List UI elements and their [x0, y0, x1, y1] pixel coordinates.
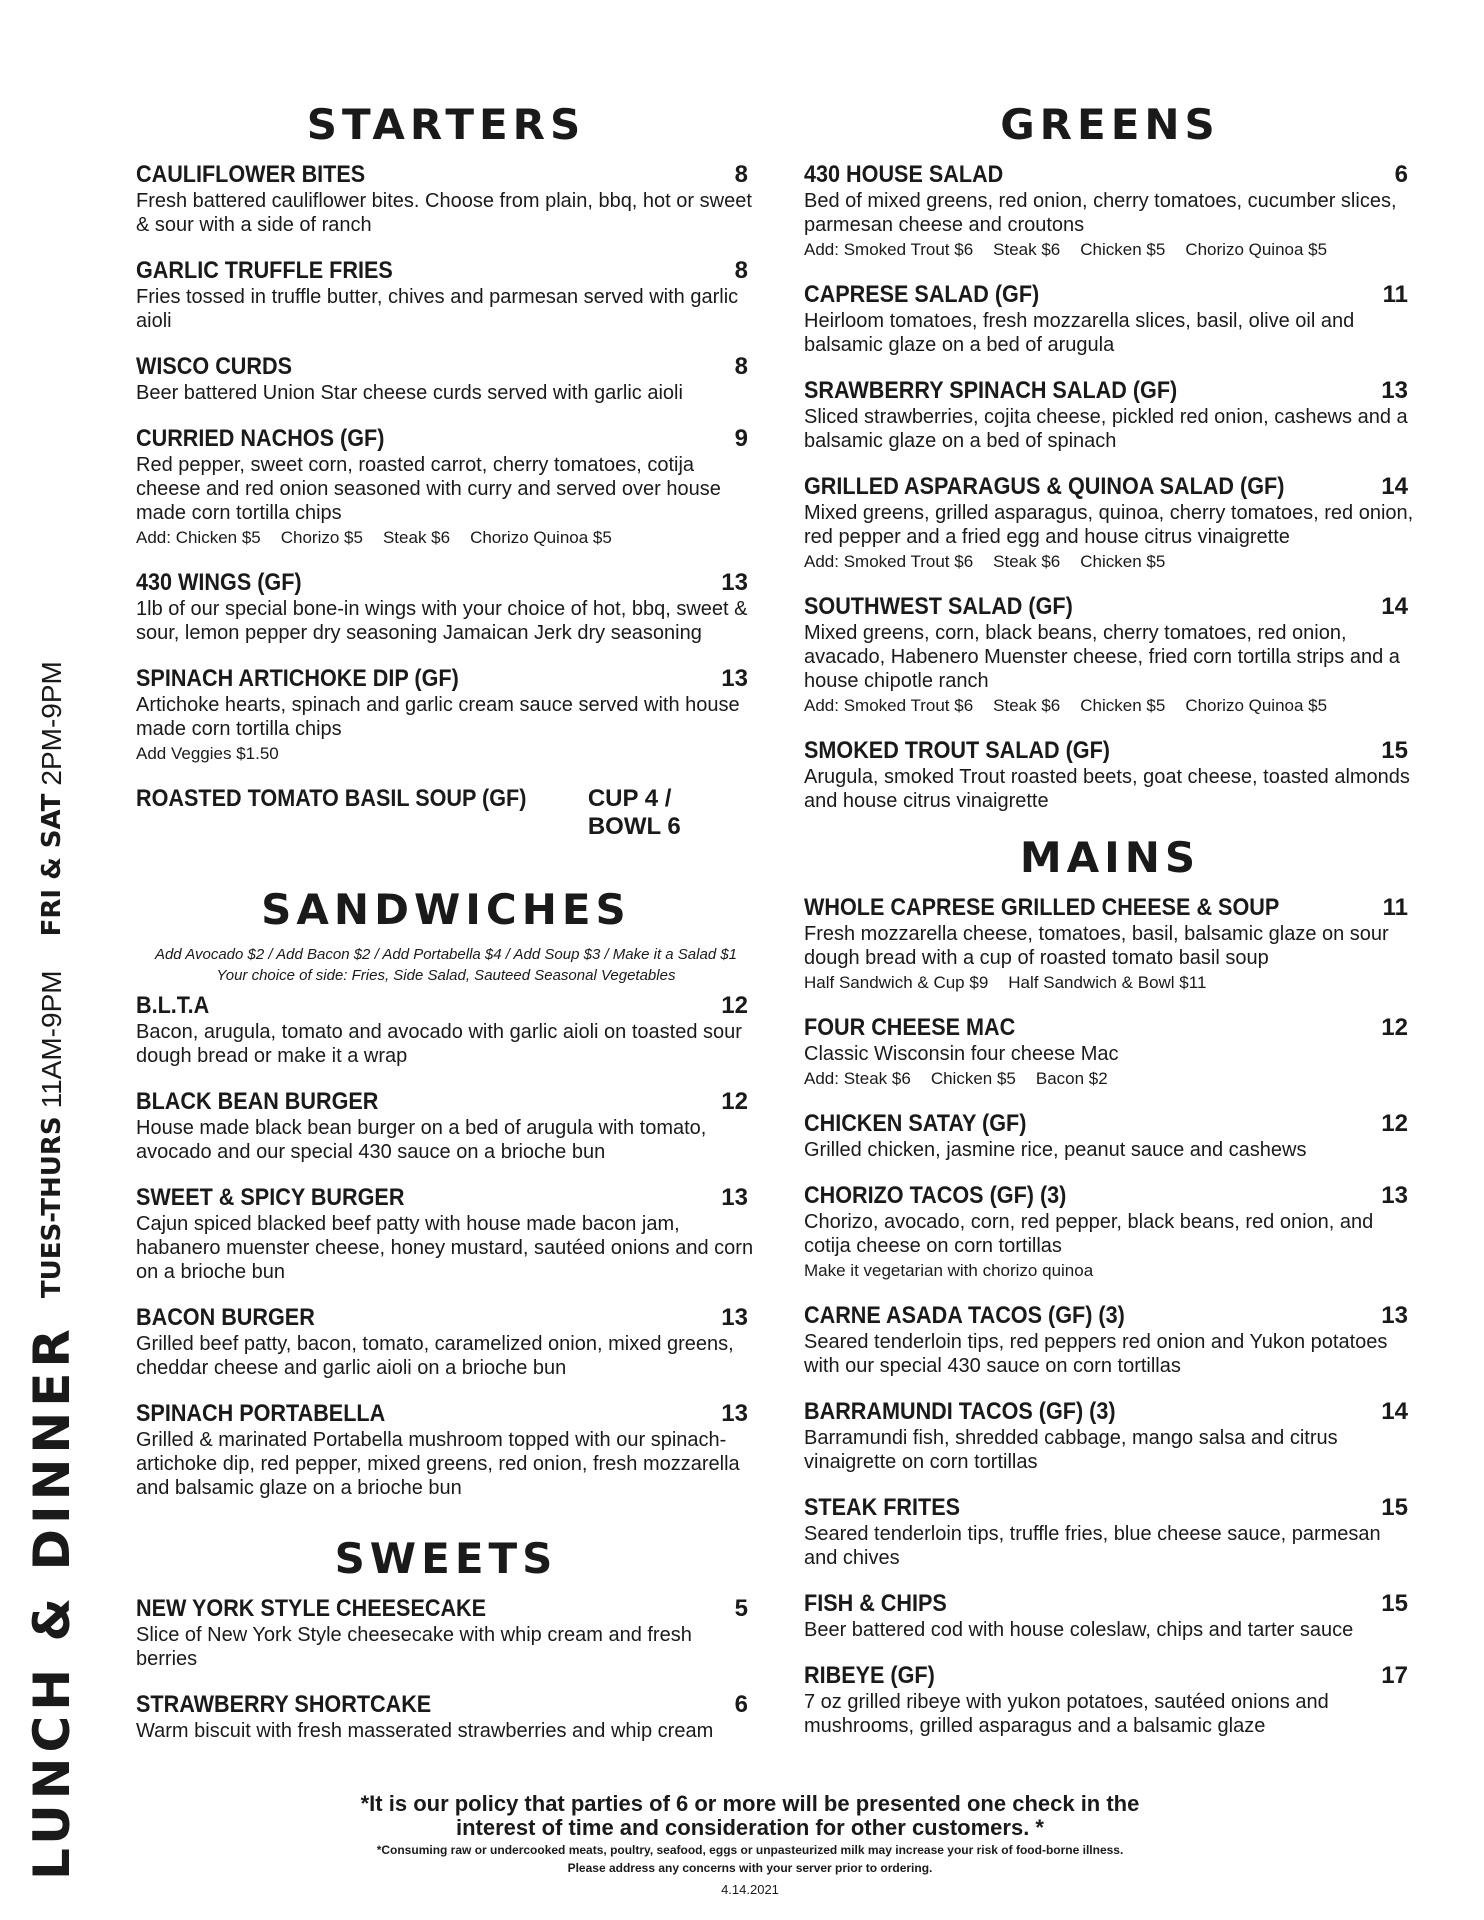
menu-item [136, 1088, 756, 1164]
menu-item-header [804, 1662, 1416, 1690]
menu-item-header [136, 992, 756, 1020]
menu-item-price: 12 [1381, 1110, 1408, 1137]
addon-option: Steak $6 [382, 528, 451, 547]
menu-item-header [804, 1182, 1416, 1210]
addon-option: Add: Steak $6 [804, 1069, 911, 1088]
menu-item-description: Bed of mixed greens, red onion, cherry tomatoes, cucumber slices, parmesan cheese and croutons [804, 190, 1397, 236]
menu-item [804, 1590, 1416, 1642]
addon-option: Chicken $5 [1080, 552, 1166, 571]
menu-item [136, 1184, 756, 1284]
menu-item-description: Fries tossed in truffle butter, chives and parmesan served with garlic aioli [136, 286, 739, 332]
menu-item-description: 1lb of our special bone-in wings with your choice of hot, bbq, sweet & sour, lemon pepper dry seasoning Jamaican Jerk dry seasoning [136, 598, 748, 644]
menu-item-name: SWEET & SPICY BURGER [136, 1184, 405, 1211]
policy-line-1: *It is our policy that parties of 6 or more will be presented one check in the [360, 1791, 1140, 1816]
menu-item-header [804, 894, 1416, 922]
addon-option: Half Sandwich & Bowl $11 [1008, 973, 1207, 992]
menu-item-header [804, 1014, 1416, 1042]
menu-item [804, 1302, 1416, 1378]
left-column [136, 100, 756, 1763]
menu-item-price: 11 [1382, 281, 1408, 308]
sweets-title: SWEETS [334, 1534, 558, 1583]
menu-item-header [804, 1494, 1416, 1522]
addon-option: Chorizo Quinoa $5 [1185, 696, 1328, 715]
menu-item-description: Beer battered cod with house coleslaw, chips and tarter sauce [804, 1619, 1354, 1641]
menu-item [804, 737, 1416, 813]
policy-line-2: interest of time and consideration for other customers. * [456, 1815, 1044, 1840]
menu-item-description: Fresh battered cauliflower bites. Choose from plain, bbq, hot or sweet & sour with a side of ranch [136, 190, 752, 236]
menu-item-header [136, 425, 756, 453]
menu-item-price: 15 [1381, 1590, 1408, 1617]
menu-item-header [136, 161, 756, 189]
menu-item-description: Sliced strawberries, cojita cheese, pickled red onion, cashews and a balsamic glaze on a bed of spinach [804, 406, 1408, 452]
menu-item [804, 593, 1416, 717]
menu-item-description: Classic Wisconsin four cheese Mac [804, 1043, 1119, 1065]
menu-item-price: 8 [734, 257, 748, 284]
menu-item-name: STEAK FRITES [804, 1494, 961, 1521]
soup-name: ROASTED TOMATO BASIL SOUP (GF) [136, 785, 527, 812]
menu-item-description: Seared tenderloin tips, red peppers red onion and Yukon potatoes with our special 430 sauce on corn tortillas [804, 1331, 1388, 1377]
menu-item-name: CURRIED NACHOS (GF) [136, 425, 385, 452]
menu-item [804, 1182, 1416, 1282]
addon-option: Add: Smoked Trout $6 [804, 240, 974, 259]
menu-item-name: CHORIZO TACOS (GF) (3) [804, 1182, 1067, 1209]
menu-item-price: 6 [1394, 161, 1408, 188]
menu-item-price: 15 [1381, 737, 1408, 764]
menu-item-price: 17 [1381, 1662, 1408, 1689]
sidebar-days-weekday: TUES-THURS [37, 1116, 67, 1299]
sidebar-days-weekend: FRI & SAT [37, 793, 67, 937]
menu-item-description: Red pepper, sweet corn, roasted carrot, cherry tomatoes, cotija cheese and red onion seasoned with curry and served over house made corn tortilla chips [136, 454, 721, 524]
menu-item-name: GRILLED ASPARAGUS & QUINOA SALAD (GF) [804, 473, 1285, 500]
menu-item [804, 1110, 1416, 1162]
addon-option: Steak $6 [993, 240, 1061, 259]
addon-option: Chorizo Quinoa $5 [1185, 240, 1328, 259]
menu-item-name: CHICKEN SATAY (GF) [804, 1110, 1027, 1137]
sidebar-title: LUNCH & DINNER [23, 1324, 81, 1880]
menu-item [136, 257, 756, 333]
menu-item-addons [804, 1260, 1416, 1282]
menu-item-name: GARLIC TRUFFLE FRIES [136, 257, 393, 284]
menu-item-description: House made black bean burger on a bed of arugula with tomato, avocado and our special 430 sauce on a brioche bun [136, 1117, 707, 1163]
addon-option: Add: Smoked Trout $6 [804, 696, 974, 715]
menu-item [804, 473, 1416, 573]
addon-option: Steak $6 [993, 696, 1061, 715]
menu-item-price: 9 [734, 425, 748, 452]
menu-item-price: 15 [1381, 1494, 1408, 1521]
menu-item-addons [804, 239, 1416, 261]
menu-item-price: 5 [734, 1595, 748, 1622]
menu-item-price: 6 [734, 1691, 748, 1718]
menu-item-header [804, 1590, 1416, 1618]
menu-item-description: Heirloom tomatoes, fresh mozzarella slices, basil, olive oil and balsamic glaze on a bed of arugula [804, 310, 1355, 356]
starters-title: STARTERS [306, 100, 586, 149]
menu-item-name: RIBEYE (GF) [804, 1662, 935, 1689]
menu-item-price: 13 [1381, 1182, 1408, 1209]
menu-item-name: NEW YORK STYLE CHEESECAKE [136, 1595, 487, 1622]
menu-item-name: BARRAMUNDI TACOS (GF) (3) [804, 1398, 1116, 1425]
menu-item-header [804, 473, 1416, 501]
menu-item-header [136, 1595, 756, 1623]
right-column [804, 100, 1416, 1758]
menu-item-name: STRAWBERRY SHORTCAKE [136, 1691, 432, 1718]
menu-item-name: FISH & CHIPS [804, 1590, 947, 1617]
greens-list [804, 161, 1416, 813]
sidebar-hours [24, 620, 80, 1880]
menu-item-header [804, 281, 1416, 309]
menu-item-price: 13 [721, 1400, 748, 1427]
menu-item-header [136, 353, 756, 381]
footer [250, 1792, 1250, 1897]
menu-item-addons [136, 527, 756, 549]
menu-item-price: 8 [734, 353, 748, 380]
menu-item-description: Fresh mozzarella cheese, tomatoes, basil, balsamic glaze on sour dough bread with a cup of roasted tomato basil soup [804, 923, 1389, 969]
menu-date: 4.14.2021 [721, 1882, 779, 1897]
menu-item-name: SRAWBERRY SPINACH SALAD (GF) [804, 377, 1178, 404]
menu-item-description: Artichoke hearts, spinach and garlic cream sauce served with house made corn tortilla chips [136, 694, 740, 740]
sidebar-hours-weekend: 2PM-9PM [36, 661, 67, 786]
addon-option: Chicken $5 [1080, 696, 1166, 715]
menu-item-price: 13 [721, 1304, 748, 1331]
menu-item-header [804, 1110, 1416, 1138]
menu-item [804, 1494, 1416, 1570]
menu-item-price: 12 [1381, 1014, 1408, 1041]
soup-item [136, 785, 756, 841]
menu-item-price: 14 [1381, 593, 1408, 620]
menu-item-header [136, 665, 756, 693]
menu-item-name: CAPRESE SALAD (GF) [804, 281, 1040, 308]
menu-item-description: Barramundi fish, shredded cabbage, mango salsa and citrus vinaigrette on corn tortillas [804, 1427, 1338, 1473]
addon-option: Add: Chicken $5 [136, 528, 261, 547]
menu-item-name: CARNE ASADA TACOS (GF) (3) [804, 1302, 1125, 1329]
addon-option: Chicken $5 [1080, 240, 1166, 259]
menu-item-name: WHOLE CAPRESE GRILLED CHEESE & SOUP [804, 894, 1280, 921]
sandwiches-title: SANDWICHES [261, 885, 631, 934]
menu-item-header [804, 377, 1416, 405]
menu-item-addons [804, 972, 1416, 994]
menu-item-price: 13 [721, 665, 748, 692]
menu-item [804, 1014, 1416, 1090]
menu-item [136, 1304, 756, 1380]
menu-item-name: 430 WINGS (GF) [136, 569, 302, 596]
menu-item [136, 425, 756, 549]
menu-item [804, 281, 1416, 357]
menu-item-header [136, 257, 756, 285]
menu-item-addons [804, 1068, 1416, 1090]
disclaimer-line-1: *Consuming raw or undercooked meats, poultry, seafood, eggs or unpasteurized milk may increase your risk of food-borne illness. [376, 1843, 1124, 1857]
addon-option: Add Veggies $1.50 [136, 744, 279, 763]
menu-item [136, 1691, 756, 1743]
sandwiches-addons-note [106, 944, 786, 986]
addon-option: Chorizo Quinoa $5 [470, 528, 612, 547]
menu-item-price: 11 [1382, 894, 1408, 921]
menu-item-name: 430 HOUSE SALAD [804, 161, 1004, 188]
menu-item-name: B.L.T.A [136, 992, 210, 1019]
menu-item-description: Grilled chicken, jasmine rice, peanut sauce and cashews [804, 1139, 1307, 1161]
menu-item-description: Mixed greens, grilled asparagus, quinoa, cherry tomatoes, red onion, red pepper and a fried egg and house citrus vinaigrette [804, 502, 1414, 548]
menu-item-addons [804, 551, 1416, 573]
menu-item [804, 1398, 1416, 1474]
menu-item [136, 665, 756, 765]
menu-item-header [136, 569, 756, 597]
menu-item [804, 1662, 1416, 1738]
menu-item-addons [804, 695, 1416, 717]
menu-item-description: Mixed greens, corn, black beans, cherry tomatoes, red onion, avacado, Habenero Muenster cheese, fried corn tortilla strips and a house chipotle ranch [804, 622, 1400, 692]
menu-item-description: Grilled & marinated Portabella mushroom topped with our spinach-artichoke dip, red pepper, mixed greens, red onion, fresh mozzarella and balsamic glaze on a brioche bun [136, 1429, 740, 1499]
menu-item-name: SPINACH ARTICHOKE DIP (GF) [136, 665, 459, 692]
disclaimer-line-2: Please address any concerns with your server prior to ordering. [567, 1861, 933, 1875]
menu-item-header [136, 1400, 756, 1428]
menu-item-header [136, 1088, 756, 1116]
addon-option: Steak $6 [993, 552, 1061, 571]
menu-item [804, 894, 1416, 994]
addon-option: Half Sandwich & Cup $9 [804, 973, 989, 992]
menu-item-name: WISCO CURDS [136, 353, 293, 380]
menu-item-name: CAULIFLOWER BITES [136, 161, 366, 188]
sandwiches-sides: Your choice of side: Fries, Side Salad, Sauteed Seasonal Vegetables [216, 967, 676, 984]
menu-item-addons [136, 743, 756, 765]
menu-item-name: BLACK BEAN BURGER [136, 1088, 379, 1115]
menu-item-description: Chorizo, avocado, corn, red pepper, black beans, red onion, and cotija cheese on corn tortillas [804, 1211, 1374, 1257]
addon-option: Make it vegetarian with chorizo quinoa [804, 1261, 1094, 1280]
menu-item [804, 377, 1416, 453]
addon-option: Add: Smoked Trout $6 [804, 552, 974, 571]
menu-item-description: 7 oz grilled ribeye with yukon potatoes, sautéed onions and mushrooms, grilled asparagus and a balsamic glaze [804, 1691, 1329, 1737]
menu-item-name: BACON BURGER [136, 1304, 315, 1331]
menu-item-header [804, 737, 1416, 765]
starters-list [136, 161, 756, 765]
menu-item-header [804, 593, 1416, 621]
menu-item-name: SMOKED TROUT SALAD (GF) [804, 737, 1110, 764]
menu-item-description: Slice of New York Style cheesecake with whip cream and fresh berries [136, 1624, 692, 1670]
menu-item-price: 13 [1381, 1302, 1408, 1329]
menu-item-header [136, 1304, 756, 1332]
menu-item-header [136, 1691, 756, 1719]
menu-item-description: Seared tenderloin tips, truffle fries, blue cheese sauce, parmesan and chives [804, 1523, 1381, 1569]
menu-item-price: 13 [1381, 377, 1408, 404]
menu-item-price: 14 [1381, 1398, 1408, 1425]
addon-option: Bacon $2 [1035, 1069, 1108, 1088]
menu-item-price: 13 [721, 1184, 748, 1211]
sidebar-hours-weekday: 11AM-9PM [36, 970, 67, 1109]
menu-item-price: 12 [721, 1088, 748, 1115]
addon-option: Chicken $5 [930, 1069, 1016, 1088]
menu-item-header [804, 161, 1416, 189]
menu-item-name: SPINACH PORTABELLA [136, 1400, 386, 1427]
menu-item-description: Cajun spiced blacked beef patty with house made bacon jam, habanero muenster cheese, honey mustard, sautéed onions and corn on a brioche bun [136, 1213, 754, 1283]
mains-title: MAINS [1019, 833, 1201, 882]
menu-item [136, 1595, 756, 1671]
menu-item-name: FOUR CHEESE MAC [804, 1014, 1016, 1041]
menu-item-header [136, 1184, 756, 1212]
menu-item-description: Arugula, smoked Trout roasted beets, goat cheese, toasted almonds and house citrus vinaigrette [804, 766, 1410, 812]
menu-item [136, 161, 756, 237]
menu-item-header [804, 1302, 1416, 1330]
menu-item-price: 14 [1381, 473, 1408, 500]
mains-list [804, 894, 1416, 1738]
soup-price: CUP 4 / BOWL 6 [587, 785, 681, 840]
sweets-list [136, 1595, 756, 1743]
sandwiches-addons: Add Avocado $2 / Add Bacon $2 / Add Portabella $4 / Add Soup $3 / Make it a Salad $1 [154, 946, 738, 963]
menu-item-description: Bacon, arugula, tomato and avocado with garlic aioli on toasted sour dough bread or make it a wrap [136, 1021, 742, 1067]
menu-item [136, 569, 756, 645]
addon-option: Chorizo $5 [280, 528, 363, 547]
menu-item [136, 353, 756, 405]
menu-item [136, 992, 756, 1068]
menu-item-name: SOUTHWEST SALAD (GF) [804, 593, 1073, 620]
menu-item-description: Beer battered Union Star cheese curds served with garlic aioli [136, 382, 683, 404]
menu-item-price: 8 [734, 161, 748, 188]
menu-item [136, 1400, 756, 1500]
menu-item [804, 161, 1416, 261]
menu-item-header [804, 1398, 1416, 1426]
menu-item-price: 12 [721, 992, 748, 1019]
menu-item-description: Grilled beef patty, bacon, tomato, caramelized onion, mixed greens, cheddar cheese and garlic aioli on a brioche bun [136, 1333, 734, 1379]
menu-item-description: Warm biscuit with fresh masserated strawberries and whip cream [136, 1720, 714, 1742]
menu-item-price: 13 [721, 569, 748, 596]
greens-title: GREENS [1000, 100, 1220, 149]
sandwiches-list [136, 992, 756, 1500]
